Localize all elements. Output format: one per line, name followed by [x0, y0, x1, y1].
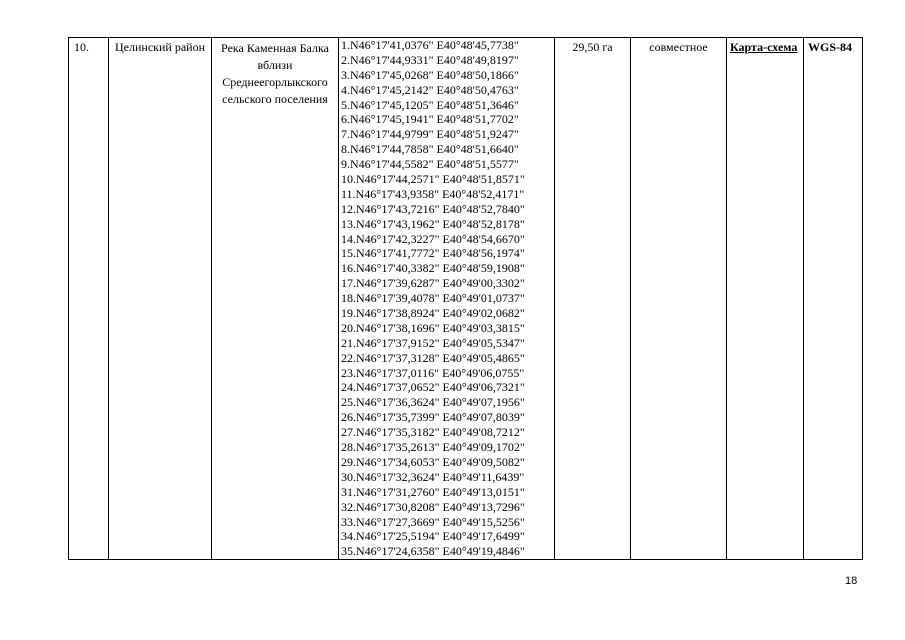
- coordinate-line: 16.N46°17'40,3382" E40°48'59,1908": [341, 261, 525, 276]
- coordinate-line: 32.N46°17'30,8208" E40°49'13,7296": [341, 499, 525, 514]
- coordinate-line: 17.N46°17'39,6287" E40°49'00,3302": [341, 276, 525, 291]
- protected-area-table: [68, 37, 863, 560]
- coordinate-line: 18.N46°17'39,4078" E40°49'01,0737": [341, 291, 525, 306]
- coordinate-line: 11.N46°17'43,9358" E40°48'52,4171": [341, 186, 525, 201]
- coordinate-line: 10.N46°17'44,2571" E40°48'51,8571": [341, 172, 525, 187]
- coordinate-line: 12.N46°17'43,7216" E40°48'52,7840": [341, 201, 525, 216]
- coordinate-line: 3.N46°17'45,0268" E40°48'50,1866": [341, 67, 519, 82]
- coordinate-line: 19.N46°17'38,8924" E40°49'02,0682": [341, 306, 525, 321]
- row-number: 10.: [74, 40, 89, 54]
- coordinate-line: 22.N46°17'37,3128" E40°49'05,4865": [341, 350, 525, 365]
- page-number: 18: [845, 575, 858, 587]
- coordinate-line: 24.N46°17'37,0652" E40°49'06,7321": [341, 380, 525, 395]
- ownership-type: совместное: [649, 40, 708, 54]
- district-cell: [109, 38, 212, 560]
- coordinates-cell: [339, 38, 555, 560]
- coordinate-line: 6.N46°17'45,1941" E40°48'51,7702": [341, 112, 519, 127]
- coordinate-line: 1.N46°17'41,0376" E40°48'45,7738": [341, 38, 519, 52]
- coordinate-line: 14.N46°17'42,3227" E40°48'54,6670": [341, 231, 525, 246]
- coordinate-line: 29.N46°17'34,6053" E40°49'09,5082": [341, 454, 525, 469]
- coordinate-line: 28.N46°17'35,2613" E40°49'09,1702": [341, 440, 525, 455]
- location-description: Река Каменная Балка вблизи Среднеегорлыкского сельского поселения: [221, 41, 329, 106]
- table-row: [69, 38, 863, 560]
- coordinate-line: 34.N46°17'25,5194" E40°49'17,6499": [341, 529, 525, 544]
- coordinate-line: 25.N46°17'36,3624" E40°49'07,1956": [341, 395, 525, 410]
- coordinate-line: 30.N46°17'32,3624" E40°49'11,6439": [341, 469, 525, 484]
- coordinate-line: 33.N46°17'27,3669" E40°49'15,5256": [341, 514, 525, 529]
- coordinate-line: 21.N46°17'37,9152" E40°49'05,5347": [341, 335, 525, 350]
- coordinate-line: 27.N46°17'35,3182" E40°49'08,7212": [341, 425, 525, 440]
- coordinate-line: 35.N46°17'24,6358" E40°49'19,4846": [341, 544, 525, 559]
- coordinate-line: 7.N46°17'44,9799" E40°48'51,9247": [341, 127, 519, 142]
- coord-system: WGS-84: [808, 40, 853, 54]
- map-scheme-link[interactable]: Карта-схема: [730, 40, 798, 54]
- coordinate-line: 5.N46°17'45,1205" E40°48'51,3646": [341, 97, 519, 112]
- coordinate-line: 15.N46°17'41,7772" E40°48'56,1974": [341, 246, 525, 261]
- coord-system-cell: [804, 38, 863, 560]
- map-cell: [727, 38, 804, 560]
- coordinates-list: [339, 38, 554, 559]
- ownership-cell: [631, 38, 727, 560]
- coordinate-line: 31.N46°17'31,2760" E40°49'13,0151": [341, 484, 525, 499]
- coordinate-line: 9.N46°17'44,5582" E40°48'51,5577": [341, 157, 519, 172]
- area-value: 29,50 га: [572, 40, 613, 54]
- area-cell: [555, 38, 631, 560]
- coordinate-line: 20.N46°17'38,1696" E40°49'03,3815": [341, 320, 525, 335]
- district-name: Целинский район: [115, 40, 205, 54]
- location-cell: [212, 38, 339, 560]
- coordinate-line: 13.N46°17'43,1962" E40°48'52,8178": [341, 216, 525, 231]
- row-number-cell: [69, 38, 109, 560]
- coordinate-line: 26.N46°17'35,7399" E40°49'07,8039": [341, 410, 525, 425]
- coordinate-line: 8.N46°17'44,7858" E40°48'51,6640": [341, 142, 519, 157]
- coordinate-line: 23.N46°17'37,0116" E40°49'06,0755": [341, 365, 525, 380]
- coordinate-line: 2.N46°17'44,9331" E40°48'49,8197": [341, 52, 519, 67]
- coordinate-line: 4.N46°17'45,2142" E40°48'50,4763": [341, 82, 519, 97]
